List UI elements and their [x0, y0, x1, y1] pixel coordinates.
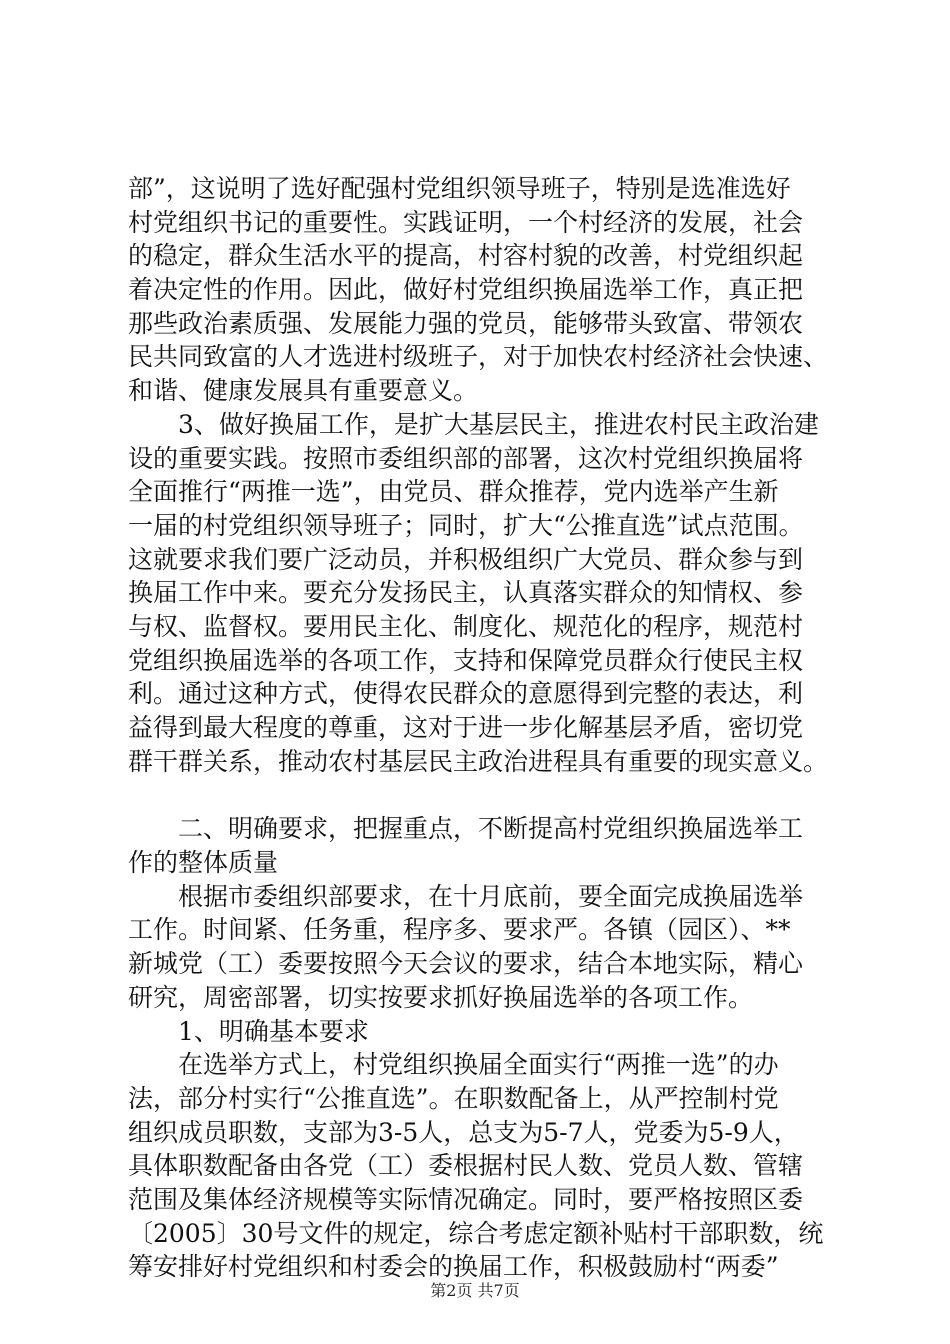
paragraph-gap — [128, 778, 828, 812]
page-number-footer: 第2页 共7页 — [430, 1281, 520, 1300]
paragraph-block-1 — [128, 172, 828, 778]
text-line: 村党组织书记的重要性。实践证明，一个村经济的发展，社会 — [128, 207, 804, 237]
text-line: 根据市委组织部要求，在十月底前，要全面完成换届选举 — [128, 881, 804, 911]
text-line: 设的重要实践。按照市委组织部的部署，这次村党组织换届将 — [128, 443, 804, 473]
text-line: 范围及集体经济规模等实际情况确定。同时，要严格按照区委 — [128, 1184, 804, 1214]
text-line: 这就要求我们要广泛动员，并积极组织广大党员、群众参与到 — [128, 544, 804, 574]
text-line: 换届工作中来。要充分发扬民主，认真落实群众的知情权、参 — [128, 578, 804, 608]
text-line: 那些政治素质强、发展能力强的党员，能够带头致富、带领农 — [128, 308, 804, 338]
text-line: 新城党（工）委要按照今天会议的要求，结合本地实际，精心 — [128, 949, 804, 979]
text-line: 3、做好换届工作，是扩大基层民主，推进农村民主政治建 — [128, 409, 819, 439]
document-body — [128, 172, 828, 1284]
text-line: 和谐、健康发展具有重要意义。 — [128, 376, 479, 406]
text-line: 益得到最大程度的尊重，这对于进一步化解基层矛盾，密切党 — [128, 713, 804, 742]
text-line: 在选举方式上，村党组织换届全面实行“两推一选”的办 — [128, 1050, 779, 1080]
section-heading-line: 二、明确要求，把握重点，不断提高村党组织换届选举工 — [128, 814, 804, 844]
text-line: 党组织换届选举的各项工作，支持和保障党员群众行使民主权 — [128, 645, 804, 675]
paragraph-block-2 — [128, 812, 828, 1284]
text-line: 的稳定，群众生活水平的提高，村容村貌的改善，村党组织起 — [128, 241, 804, 271]
text-line: 一届的村党组织领导班子；同时，扩大“公推直选”试点范围。 — [128, 510, 804, 540]
text-line: 筹安排好村党组织和村委会的换届工作，积极鼓励村“两委” — [128, 1252, 779, 1282]
text-line: 与权、监督权。要用民主化、制度化、规范化的程序，规范村 — [128, 611, 804, 641]
text-line: 民共同致富的人才选进村级班子，对于加快农村经济社会快速、 — [128, 342, 829, 372]
text-line: 全面推行“两推一选”，由党员、群众推荐，党内选举产生新 — [128, 477, 779, 507]
section-heading-line: 作的整体质量 — [128, 848, 279, 878]
text-line: 利。通过这种方式，使得农民群众的意愿得到完整的表达，利 — [128, 679, 804, 709]
text-line: 研究，周密部署，切实按要求抓好换届选举的各项工作。 — [128, 982, 754, 1012]
subheading-line: 1、明确基本要求 — [128, 1016, 369, 1046]
text-line: 着决定性的作用。因此，做好村党组织换届选举工作，真正把 — [128, 275, 804, 305]
text-line: 〔2005〕30号文件的规定，综合考虑定额补贴村干部职数，统 — [128, 1218, 824, 1248]
text-line: 法，部分村实行“公推直选”。在职数配备上，从严控制村党 — [128, 1083, 779, 1113]
text-line: 部”，这说明了选好配强村党组织领导班子，特别是选准选好 — [128, 174, 791, 203]
text-line: 群干群关系，推动农村基层民主政治进程具有重要的现实意义。 — [128, 746, 829, 776]
text-line: 具体职数配备由各党（工）委根据村民人数、党员人数、管辖 — [128, 1151, 804, 1181]
text-line: 工作。时间紧、任务重，程序多、要求严。各镇（园区）、** — [128, 915, 791, 945]
text-line: 组织成员职数，支部为3-5人，总支为5-7人，党委为5-9人， — [128, 1117, 799, 1147]
